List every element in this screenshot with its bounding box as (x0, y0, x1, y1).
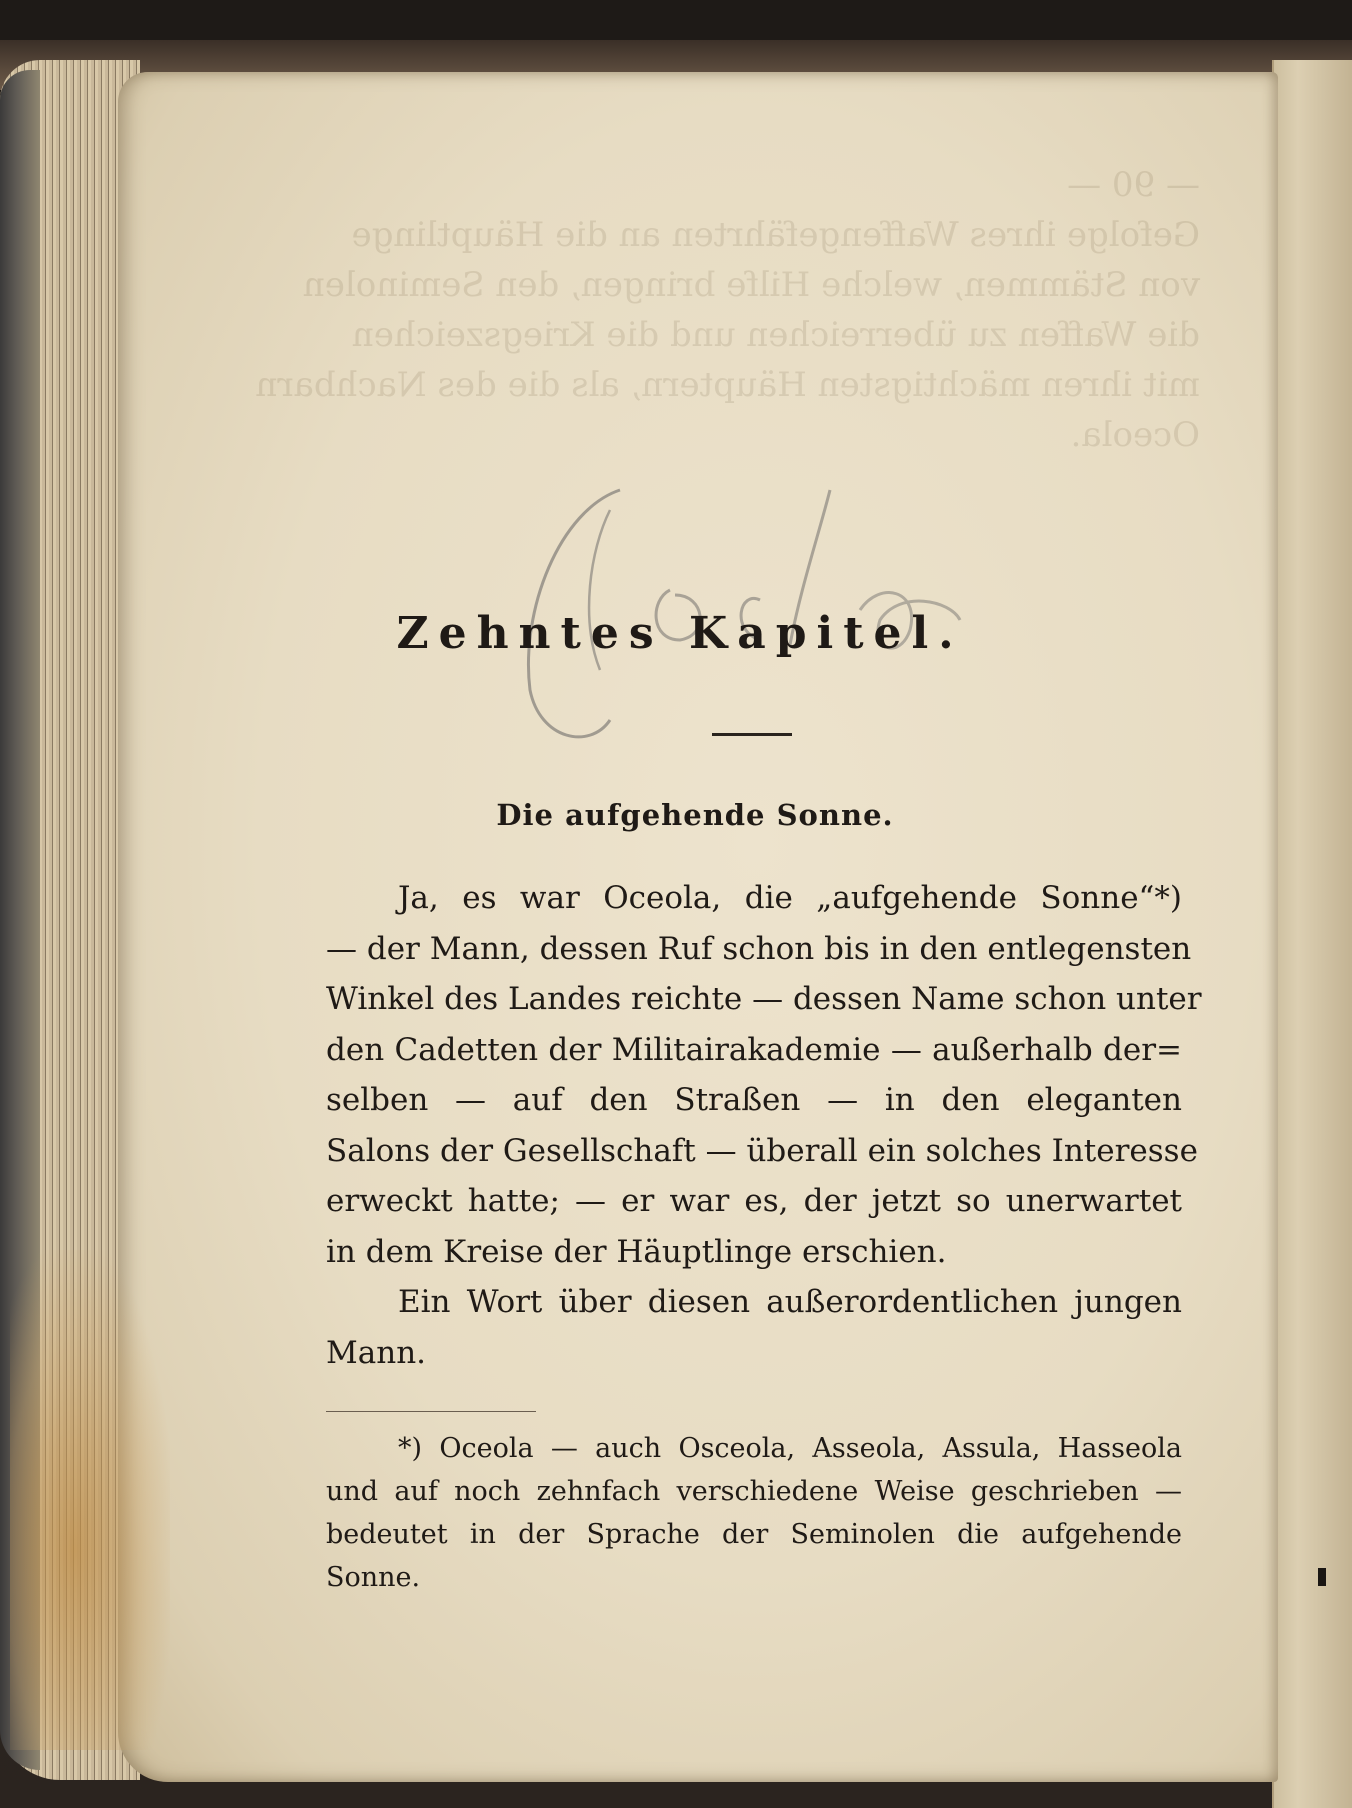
body-line: in dem Kreise der Häuptlinge erschien. (326, 1233, 947, 1270)
footnote-separator (326, 1411, 536, 1412)
footnote-line: Sonne. (326, 1562, 421, 1593)
body-line: — der Mann, dessen Ruf schon bis in den entlegensten (326, 930, 1192, 967)
body-line: erweckt hatte; — er war es, der jetzt so unerwartet (326, 1183, 1182, 1219)
chapter-title: Zehntes Kapitel. (396, 608, 964, 659)
body-line: selben — auf den Straßen — in den eleganten (326, 1082, 1182, 1118)
body-line: Ein Wort über diesen außerordentlichen jungen (398, 1284, 1182, 1320)
footnote-line: bedeutet in der Sprache der Seminolen die aufgehende (326, 1519, 1182, 1550)
page-edge-mark (1318, 1568, 1326, 1586)
footnote-line: *) Oceola — auch Osceola, Asseola, Assula, Hasseola (398, 1433, 1182, 1464)
body-line: Mann. (326, 1334, 427, 1371)
chapter-divider-rule (712, 733, 792, 736)
body-line: Salons der Gesellschaft — überall ein solches Interesse (326, 1132, 1198, 1169)
chapter-subtitle: Die aufgehende Sonne. (496, 798, 894, 832)
footnote (326, 1427, 1182, 1599)
body-line: Ja, es war Oceola, die „aufgehende Sonne“*) (398, 880, 1182, 916)
water-stain (10, 1250, 170, 1750)
bleed-through-text: — 90 — Gefolge ihres Waffengefährten an die Häuptlinge von Stämmen, welche Hilfe bringen, den Seminolen die Waffen zu überreichen und die Kriegszeichen mit ihren mächtigsten Häuptern, als die des Nachbarn Oceola. (255, 165, 1200, 455)
adjacent-page-edge (1272, 60, 1352, 1808)
body-line: den Cadetten der Militairakademie — außerhalb der= (326, 1031, 1182, 1068)
body-line: Winkel des Landes reichte — dessen Name schon unter (326, 981, 1202, 1017)
body-paragraphs (326, 873, 1202, 1378)
footnote-line: und auf noch zehnfach verschiedene Weise geschrieben — (326, 1476, 1182, 1507)
